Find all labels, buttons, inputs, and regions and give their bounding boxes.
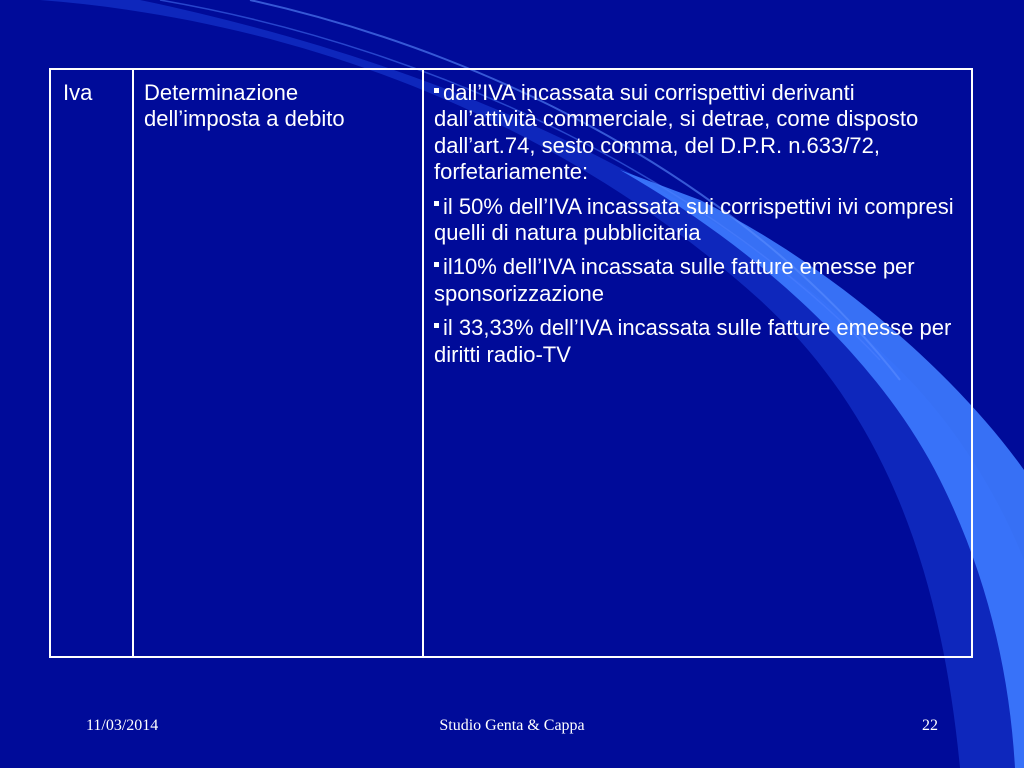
bullet-item [434,80,959,186]
bullet-text: il 33,33% dell’IVA incassata sulle fatture emesse per diritti radio-TV [434,315,952,367]
category-text: Iva [63,80,93,105]
square-bullet-icon [434,262,439,267]
bullet-text: il 50% dell’IVA incassata sui corrispettivi ivi compresi quelli di natura pubblicitaria [434,193,954,245]
bullet-item [434,194,959,247]
details-bullet-list [434,80,959,368]
square-bullet-icon [434,201,439,206]
square-bullet-icon [434,88,439,93]
description-text: Determinazione dell’imposta a debito [144,80,345,132]
footer-title: Studio Genta & Cappa [439,717,585,734]
square-bullet-icon [434,323,439,328]
table-cell-details [422,70,971,656]
bullet-item [434,315,959,368]
content-table [49,68,973,658]
footer-date: 11/03/2014 [86,717,159,734]
table-cell-description [132,70,422,656]
footer-page-number: 22 [922,717,938,734]
table-cell-category [51,70,132,656]
bullet-text: il10% dell’IVA incassata sulle fatture emesse per sponsorizzazione [434,254,915,306]
bullet-text: dall’IVA incassata sui corrispettivi derivanti dall’attività commerciale, si detrae, come disposto dall’art.74, sesto comma, del D.P.R. n.633/72, forfetariamente: [434,80,919,185]
bullet-item [434,254,959,307]
